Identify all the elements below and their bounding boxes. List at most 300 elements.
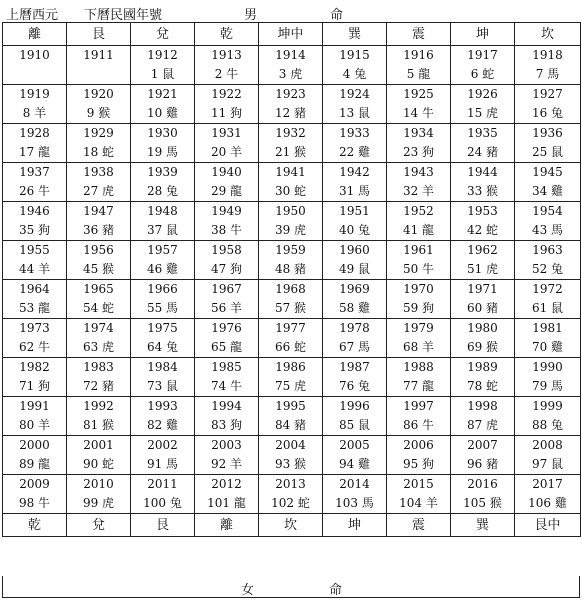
western-year: 1926 xyxy=(467,87,498,101)
western-year: 1930 xyxy=(147,126,178,140)
minguo-year-zodiac: 74 牛 xyxy=(210,379,243,393)
year-cell xyxy=(67,46,131,85)
year-cell xyxy=(3,85,67,124)
year-cell xyxy=(451,124,515,163)
western-year: 1910 xyxy=(19,48,50,62)
year-cell xyxy=(67,436,131,475)
year-cell xyxy=(387,241,451,280)
minguo-year-zodiac: 77 龍 xyxy=(402,379,435,393)
minguo-year-zodiac: 89 龍 xyxy=(18,457,51,471)
western-year: 1998 xyxy=(467,399,498,413)
western-year: 1932 xyxy=(275,126,306,140)
year-cell xyxy=(195,319,259,358)
year-cell xyxy=(515,163,581,202)
year-cell xyxy=(259,163,323,202)
minguo-year-zodiac: 27 虎 xyxy=(82,184,115,198)
year-row xyxy=(3,358,581,397)
year-cell xyxy=(451,475,515,514)
western-year: 1993 xyxy=(147,399,178,413)
western-year: 1994 xyxy=(211,399,242,413)
western-year: 1959 xyxy=(275,243,306,257)
western-year: 1914 xyxy=(275,48,306,62)
minguo-year-zodiac: 46 雞 xyxy=(146,262,179,276)
western-year: 1986 xyxy=(275,360,306,374)
year-cell xyxy=(515,436,581,475)
year-cell xyxy=(323,163,387,202)
minguo-year-zodiac: 8 羊 xyxy=(22,106,47,120)
western-year: 1985 xyxy=(211,360,242,374)
minguo-year-zodiac: 33 猴 xyxy=(466,184,499,198)
year-cell xyxy=(515,124,581,163)
year-cell xyxy=(131,124,195,163)
year-cell xyxy=(67,241,131,280)
western-year: 2009 xyxy=(19,477,50,491)
minguo-year-zodiac: 63 虎 xyxy=(82,340,115,354)
trigram-cell: 坤中 xyxy=(259,23,323,46)
year-cell xyxy=(195,46,259,85)
minguo-year-zodiac: 91 馬 xyxy=(146,457,179,471)
western-year: 2015 xyxy=(403,477,434,491)
year-cell xyxy=(195,358,259,397)
minguo-year-zodiac: 25 鼠 xyxy=(531,145,564,159)
minguo-year-zodiac: 92 羊 xyxy=(210,457,243,471)
year-cell xyxy=(451,319,515,358)
western-year: 2011 xyxy=(147,477,178,491)
year-row xyxy=(3,124,581,163)
western-year: 1987 xyxy=(339,360,370,374)
minguo-year-zodiac: 52 兔 xyxy=(531,262,564,276)
minguo-year-zodiac: 45 猴 xyxy=(82,262,115,276)
male-trigram-row xyxy=(3,23,581,46)
year-cell xyxy=(67,85,131,124)
year-cell xyxy=(3,124,67,163)
trigram-cell: 坎 xyxy=(515,23,581,46)
trigram-cell: 坤 xyxy=(323,514,387,537)
minguo-year-zodiac: 58 雞 xyxy=(338,301,371,315)
minguo-year-zodiac: 55 馬 xyxy=(146,301,179,315)
year-cell xyxy=(131,475,195,514)
year-cell xyxy=(387,124,451,163)
minguo-year-zodiac: 61 鼠 xyxy=(531,301,564,315)
western-year: 1971 xyxy=(467,282,498,296)
minguo-year-zodiac: 7 馬 xyxy=(535,67,560,81)
minguo-year-zodiac: 57 猴 xyxy=(274,301,307,315)
year-cell xyxy=(451,241,515,280)
year-cell xyxy=(259,475,323,514)
western-year: 1970 xyxy=(403,282,434,296)
minguo-year-zodiac xyxy=(67,65,130,84)
year-cell xyxy=(451,163,515,202)
minguo-year-zodiac: 70 雞 xyxy=(531,340,564,354)
year-cell xyxy=(515,241,581,280)
western-year: 1913 xyxy=(211,48,242,62)
minguo-year-zodiac: 100 兔 xyxy=(143,496,182,510)
minguo-year-zodiac: 21 猴 xyxy=(274,145,307,159)
minguo-year-zodiac: 64 兔 xyxy=(146,340,179,354)
western-year: 1983 xyxy=(83,360,114,374)
minguo-year-zodiac: 65 龍 xyxy=(210,340,243,354)
minguo-year-zodiac: 32 羊 xyxy=(402,184,435,198)
minguo-year-zodiac: 49 鼠 xyxy=(338,262,371,276)
western-year: 1979 xyxy=(403,321,434,335)
western-year: 1929 xyxy=(83,126,114,140)
year-row xyxy=(3,202,581,241)
minguo-year-zodiac: 19 馬 xyxy=(146,145,179,159)
trigram-cell: 震 xyxy=(387,23,451,46)
minguo-year-zodiac: 66 蛇 xyxy=(274,340,307,354)
year-cell xyxy=(3,475,67,514)
minguo-year-zodiac: 47 狗 xyxy=(210,262,243,276)
year-cell xyxy=(67,163,131,202)
minguo-year-zodiac: 4 兔 xyxy=(342,67,367,81)
minguo-year-zodiac: 104 羊 xyxy=(399,496,438,510)
western-year: 1919 xyxy=(19,87,50,101)
minguo-year-zodiac: 90 蛇 xyxy=(82,457,115,471)
year-cell xyxy=(515,397,581,436)
year-cell xyxy=(451,46,515,85)
minguo-year-zodiac: 11 狗 xyxy=(210,106,243,120)
western-year: 1940 xyxy=(211,165,242,179)
year-cell xyxy=(67,280,131,319)
western-year: 1990 xyxy=(532,360,563,374)
header-minguo-year-label: 下曆民國年號 xyxy=(84,8,163,23)
minguo-year-zodiac: 40 兔 xyxy=(338,223,371,237)
western-year: 1921 xyxy=(147,87,178,101)
year-row xyxy=(3,436,581,475)
western-year: 1982 xyxy=(19,360,50,374)
western-year: 1945 xyxy=(532,165,563,179)
year-cell xyxy=(451,358,515,397)
western-year: 1950 xyxy=(275,204,306,218)
western-year: 2014 xyxy=(339,477,370,491)
western-year: 1981 xyxy=(532,321,563,335)
year-cell xyxy=(195,202,259,241)
western-year: 1953 xyxy=(467,204,498,218)
western-year: 1927 xyxy=(532,87,563,101)
year-cell xyxy=(323,124,387,163)
minguo-year-zodiac: 95 狗 xyxy=(402,457,435,471)
minguo-year-zodiac: 53 龍 xyxy=(18,301,51,315)
year-cell xyxy=(195,475,259,514)
year-row xyxy=(3,397,581,436)
minguo-year-zodiac: 54 蛇 xyxy=(82,301,115,315)
western-year: 2013 xyxy=(275,477,306,491)
year-cell xyxy=(387,397,451,436)
minguo-year-zodiac: 83 狗 xyxy=(210,418,243,432)
year-cell xyxy=(3,397,67,436)
western-year: 1989 xyxy=(467,360,498,374)
footer-destiny-label: 命 xyxy=(329,583,343,598)
minguo-year-zodiac: 23 狗 xyxy=(402,145,435,159)
western-year: 1967 xyxy=(211,282,242,296)
year-cell xyxy=(3,358,67,397)
year-cell xyxy=(515,202,581,241)
minguo-year-zodiac: 18 蛇 xyxy=(82,145,115,159)
western-year: 1938 xyxy=(83,165,114,179)
trigram-cell: 兌 xyxy=(67,514,131,537)
western-year: 1955 xyxy=(19,243,50,257)
western-year: 2006 xyxy=(403,438,434,452)
western-year: 1946 xyxy=(19,204,50,218)
western-year: 1976 xyxy=(211,321,242,335)
western-year: 1925 xyxy=(403,87,434,101)
minguo-year-zodiac: 48 豬 xyxy=(274,262,307,276)
minguo-year-zodiac: 1 鼠 xyxy=(150,67,175,81)
minguo-year-zodiac: 106 雞 xyxy=(528,496,567,510)
header-row xyxy=(0,0,582,22)
trigram-cell: 兌 xyxy=(131,23,195,46)
western-year: 1975 xyxy=(147,321,178,335)
year-row xyxy=(3,46,581,85)
year-cell xyxy=(131,436,195,475)
year-cell xyxy=(323,241,387,280)
year-cell xyxy=(259,319,323,358)
minguo-year-zodiac: 71 狗 xyxy=(18,379,51,393)
minguo-year-zodiac: 86 牛 xyxy=(402,418,435,432)
year-cell xyxy=(67,202,131,241)
western-year: 2012 xyxy=(211,477,242,491)
minguo-year-zodiac: 72 豬 xyxy=(82,379,115,393)
footer-female-label: 女 xyxy=(241,583,255,598)
western-year: 1978 xyxy=(339,321,370,335)
trigram-cell: 乾 xyxy=(3,514,67,537)
year-trigram-table xyxy=(2,22,581,537)
year-cell xyxy=(131,85,195,124)
minguo-year-zodiac: 34 雞 xyxy=(531,184,564,198)
western-year: 1954 xyxy=(532,204,563,218)
year-cell xyxy=(387,319,451,358)
western-year: 1922 xyxy=(211,87,242,101)
year-cell xyxy=(195,397,259,436)
year-cell xyxy=(3,319,67,358)
minguo-year-zodiac: 102 蛇 xyxy=(271,496,310,510)
year-cell xyxy=(515,46,581,85)
western-year: 1968 xyxy=(275,282,306,296)
western-year: 2004 xyxy=(275,438,306,452)
minguo-year-zodiac: 84 豬 xyxy=(274,418,307,432)
year-row xyxy=(3,280,581,319)
year-cell xyxy=(195,241,259,280)
year-cell xyxy=(67,319,131,358)
year-cell xyxy=(3,241,67,280)
trigram-cell: 離 xyxy=(195,514,259,537)
western-year: 1943 xyxy=(403,165,434,179)
trigram-cell: 乾 xyxy=(195,23,259,46)
western-year: 1957 xyxy=(147,243,178,257)
year-row xyxy=(3,475,581,514)
year-row xyxy=(3,85,581,124)
minguo-year-zodiac: 26 牛 xyxy=(18,184,51,198)
minguo-year-zodiac: 36 豬 xyxy=(82,223,115,237)
year-cell xyxy=(323,358,387,397)
minguo-year-zodiac: 39 虎 xyxy=(274,223,307,237)
western-year: 1972 xyxy=(532,282,563,296)
western-year: 1935 xyxy=(467,126,498,140)
minguo-year-zodiac: 15 虎 xyxy=(466,106,499,120)
western-year: 1964 xyxy=(19,282,50,296)
western-year: 1966 xyxy=(147,282,178,296)
minguo-year-zodiac: 67 馬 xyxy=(338,340,371,354)
minguo-year-zodiac: 51 虎 xyxy=(466,262,499,276)
western-year: 2007 xyxy=(467,438,498,452)
western-year: 1996 xyxy=(339,399,370,413)
year-cell xyxy=(3,202,67,241)
minguo-year-zodiac: 97 鼠 xyxy=(531,457,564,471)
minguo-year-zodiac: 73 鼠 xyxy=(146,379,179,393)
minguo-year-zodiac: 38 牛 xyxy=(210,223,243,237)
year-cell xyxy=(323,280,387,319)
western-year: 2005 xyxy=(339,438,370,452)
minguo-year-zodiac: 43 馬 xyxy=(531,223,564,237)
minguo-year-zodiac: 69 猴 xyxy=(466,340,499,354)
western-year: 1933 xyxy=(339,126,370,140)
minguo-year-zodiac xyxy=(3,65,66,84)
minguo-year-zodiac: 94 雞 xyxy=(338,457,371,471)
western-year: 1995 xyxy=(275,399,306,413)
trigram-cell: 艮 xyxy=(67,23,131,46)
minguo-year-zodiac: 10 雞 xyxy=(146,106,179,120)
western-year: 2000 xyxy=(19,438,50,452)
western-year: 1969 xyxy=(339,282,370,296)
year-cell xyxy=(515,280,581,319)
minguo-year-zodiac: 2 牛 xyxy=(214,67,239,81)
western-year: 1961 xyxy=(403,243,434,257)
western-year: 1947 xyxy=(83,204,114,218)
western-year: 2001 xyxy=(83,438,114,452)
year-cell xyxy=(259,358,323,397)
western-year: 1918 xyxy=(532,48,563,62)
year-cell xyxy=(67,124,131,163)
western-year: 1934 xyxy=(403,126,434,140)
western-year: 1980 xyxy=(467,321,498,335)
minguo-year-zodiac: 28 兔 xyxy=(146,184,179,198)
western-year: 1928 xyxy=(19,126,50,140)
year-cell xyxy=(3,163,67,202)
year-cell xyxy=(67,397,131,436)
year-cell xyxy=(323,319,387,358)
minguo-year-zodiac: 82 雞 xyxy=(146,418,179,432)
year-row xyxy=(3,241,581,280)
minguo-year-zodiac: 62 牛 xyxy=(18,340,51,354)
year-cell xyxy=(387,85,451,124)
year-cell xyxy=(387,358,451,397)
minguo-year-zodiac: 24 豬 xyxy=(466,145,499,159)
western-year: 1923 xyxy=(275,87,306,101)
western-year: 1960 xyxy=(339,243,370,257)
year-cell xyxy=(131,46,195,85)
header-male-label: 男 xyxy=(244,8,258,23)
year-row xyxy=(3,163,581,202)
year-cell xyxy=(195,124,259,163)
minguo-year-zodiac: 88 兔 xyxy=(531,418,564,432)
minguo-year-zodiac: 42 蛇 xyxy=(466,223,499,237)
western-year: 1937 xyxy=(19,165,50,179)
western-year: 1917 xyxy=(467,48,498,62)
year-cell xyxy=(131,202,195,241)
year-cell xyxy=(387,475,451,514)
year-cell xyxy=(259,241,323,280)
minguo-year-zodiac: 80 羊 xyxy=(18,418,51,432)
trigram-cell: 巽 xyxy=(451,514,515,537)
year-cell xyxy=(131,241,195,280)
western-year: 1962 xyxy=(467,243,498,257)
minguo-year-zodiac: 85 鼠 xyxy=(338,418,371,432)
year-cell xyxy=(387,46,451,85)
year-row xyxy=(3,319,581,358)
minguo-year-zodiac: 22 雞 xyxy=(338,145,371,159)
trigram-cell: 離 xyxy=(3,23,67,46)
western-year: 1977 xyxy=(275,321,306,335)
year-cell xyxy=(131,397,195,436)
minguo-year-zodiac: 79 馬 xyxy=(531,379,564,393)
minguo-year-zodiac: 56 羊 xyxy=(210,301,243,315)
western-year: 2002 xyxy=(147,438,178,452)
year-cell xyxy=(195,85,259,124)
minguo-year-zodiac: 30 蛇 xyxy=(274,184,307,198)
year-cell xyxy=(3,436,67,475)
western-year: 1973 xyxy=(19,321,50,335)
western-year: 2017 xyxy=(532,477,563,491)
year-cell xyxy=(195,163,259,202)
minguo-year-zodiac: 29 龍 xyxy=(210,184,243,198)
year-cell xyxy=(451,397,515,436)
female-trigram-row xyxy=(3,514,581,537)
year-cell xyxy=(451,85,515,124)
minguo-year-zodiac: 14 牛 xyxy=(402,106,435,120)
year-cell xyxy=(515,319,581,358)
year-cell xyxy=(259,397,323,436)
trigram-cell: 坎 xyxy=(259,514,323,537)
minguo-year-zodiac: 16 兔 xyxy=(531,106,564,120)
year-cell xyxy=(387,202,451,241)
year-cell xyxy=(323,46,387,85)
western-year: 1916 xyxy=(403,48,434,62)
western-year: 1999 xyxy=(532,399,563,413)
western-year: 1991 xyxy=(19,399,50,413)
year-cell xyxy=(515,85,581,124)
western-year: 1956 xyxy=(83,243,114,257)
minguo-year-zodiac: 50 牛 xyxy=(402,262,435,276)
year-cell xyxy=(259,46,323,85)
western-year: 1920 xyxy=(83,87,114,101)
western-year: 1931 xyxy=(211,126,242,140)
year-cell xyxy=(323,202,387,241)
minguo-year-zodiac: 68 羊 xyxy=(402,340,435,354)
trigram-cell: 艮中 xyxy=(515,514,581,537)
year-cell xyxy=(259,124,323,163)
year-cell xyxy=(259,280,323,319)
minguo-year-zodiac: 87 虎 xyxy=(466,418,499,432)
year-cell xyxy=(67,358,131,397)
western-year: 1974 xyxy=(83,321,114,335)
year-cell xyxy=(131,358,195,397)
year-cell xyxy=(451,202,515,241)
year-cell xyxy=(451,280,515,319)
trigram-cell: 坤 xyxy=(451,23,515,46)
western-year: 1941 xyxy=(275,165,306,179)
western-year: 1963 xyxy=(532,243,563,257)
footer-row xyxy=(2,576,580,598)
western-year: 1915 xyxy=(339,48,370,62)
western-year: 2003 xyxy=(211,438,242,452)
year-cell xyxy=(195,436,259,475)
western-year: 1949 xyxy=(211,204,242,218)
header-destiny-label: 命 xyxy=(330,8,344,23)
year-cell xyxy=(387,280,451,319)
western-year: 1992 xyxy=(83,399,114,413)
minguo-year-zodiac: 101 龍 xyxy=(207,496,246,510)
minguo-year-zodiac: 78 蛇 xyxy=(466,379,499,393)
